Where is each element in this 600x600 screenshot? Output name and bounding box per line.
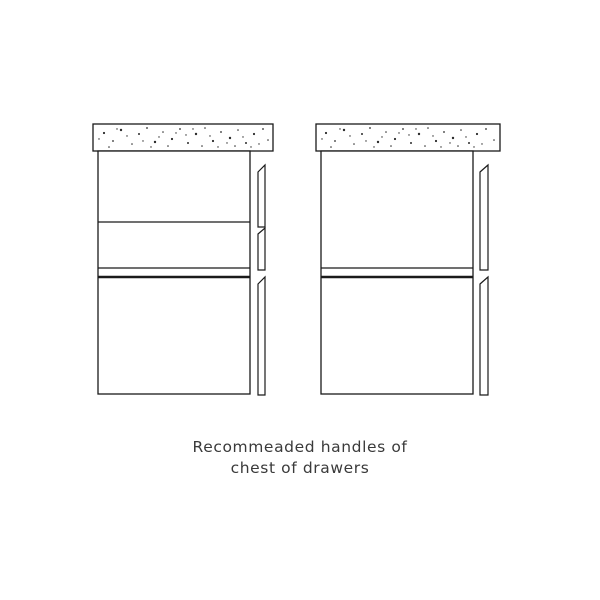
cabinet-body-right bbox=[321, 151, 473, 394]
handle-middle-left bbox=[258, 228, 265, 270]
countertop-left bbox=[93, 124, 273, 151]
caption-line-2: chest of drawers bbox=[230, 459, 370, 477]
handle-upper-left bbox=[258, 165, 265, 227]
handle-lower-right bbox=[480, 277, 488, 395]
countertop-right bbox=[316, 124, 500, 151]
cabinet-body-left bbox=[98, 151, 250, 394]
handle-upper-right bbox=[480, 165, 488, 270]
left-chest-of-drawers bbox=[93, 124, 273, 395]
handle-lower-left bbox=[258, 277, 265, 395]
caption-line-1: Recommeaded handles of bbox=[192, 438, 408, 456]
right-chest-of-drawers bbox=[316, 124, 500, 395]
